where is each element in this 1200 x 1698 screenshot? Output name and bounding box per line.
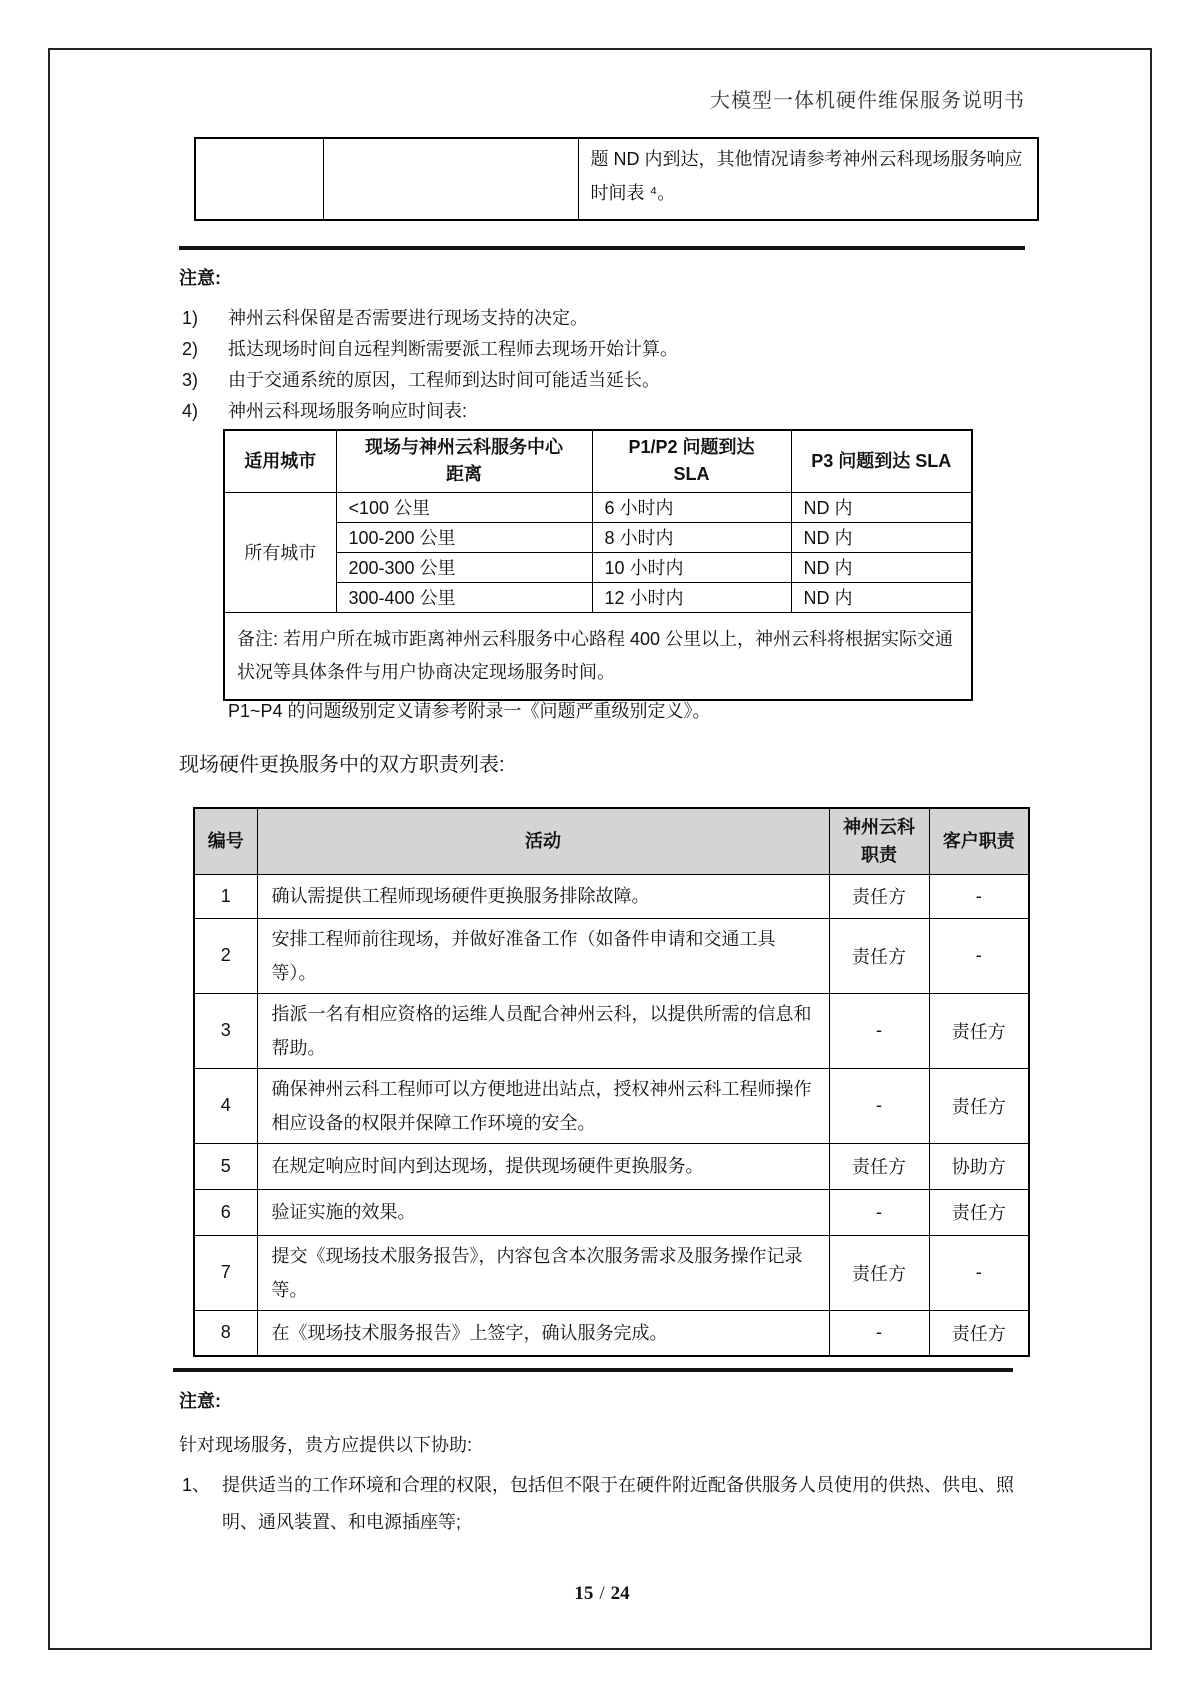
sla-table-remark-row bbox=[224, 612, 972, 700]
continuation-cell-empty-1 bbox=[195, 138, 323, 220]
note-item-marker: 4) bbox=[182, 401, 199, 421]
sla-table-row bbox=[224, 522, 972, 552]
sla-header-distance: 现场与神州云科服务中心距离 bbox=[336, 430, 592, 492]
section-heading: 现场硬件更换服务中的双方职责列表: bbox=[179, 754, 505, 776]
continuation-cell-note: 题 ND 内到达，其他情况请参考神州云科现场服务响应时间表 ⁴。 bbox=[578, 138, 1038, 220]
resp-dc-cell: 责任方 bbox=[829, 1235, 929, 1310]
resp-no-cell: 4 bbox=[194, 1068, 257, 1143]
sla-p3-cell: ND 内 bbox=[791, 552, 972, 582]
sla-header-p1p2: P1/P2 问题到达 SLA bbox=[592, 430, 791, 492]
sla-table-row bbox=[224, 582, 972, 612]
page-header-title: 大模型一体机硬件维保服务说明书 bbox=[710, 90, 1025, 112]
resp-activity-cell: 验证实施的效果。 bbox=[257, 1189, 829, 1235]
sla-table-row bbox=[224, 492, 972, 522]
resp-dc-cell: 责任方 bbox=[829, 918, 929, 993]
page-footer bbox=[179, 1583, 1025, 1605]
note-item-marker: 2) bbox=[182, 339, 199, 359]
resp-header-activity: 活动 bbox=[257, 808, 829, 874]
notes-top-list bbox=[182, 303, 1027, 427]
notes-top-title: 注意: bbox=[179, 268, 221, 288]
resp-customer-cell: 责任方 bbox=[929, 993, 1029, 1068]
resp-no-cell: 7 bbox=[194, 1235, 257, 1310]
resp-table-row bbox=[194, 1068, 1029, 1143]
notes-bottom-title: 注意: bbox=[179, 1391, 221, 1411]
resp-activity-cell: 在《现场技术服务报告》上签字，确认服务完成。 bbox=[257, 1310, 829, 1356]
sla-response-time-table bbox=[223, 429, 973, 701]
resp-no-cell: 5 bbox=[194, 1143, 257, 1189]
continuation-table bbox=[194, 137, 1039, 221]
resp-customer-cell: 责任方 bbox=[929, 1189, 1029, 1235]
continuation-cell-empty-2 bbox=[323, 138, 578, 220]
resp-table-row bbox=[194, 918, 1029, 993]
note-item-marker: 3) bbox=[182, 370, 199, 390]
sla-p3-cell: ND 内 bbox=[791, 522, 972, 552]
resp-activity-cell: 提交《现场技术服务报告》，内容包含本次服务需求及服务操作记录等。 bbox=[257, 1235, 829, 1310]
sla-city-cell: 所有城市 bbox=[224, 492, 336, 612]
resp-activity-cell: 确保神州云科工程师可以方便地进出站点，授权神州云科工程师操作相应设备的权限并保障工作环境的安全。 bbox=[257, 1068, 829, 1143]
resp-customer-cell: - bbox=[929, 918, 1029, 993]
sla-p1p2-cell: 6 小时内 bbox=[592, 492, 791, 522]
resp-header-customer: 客户职责 bbox=[929, 808, 1029, 874]
note-item-text: 由于交通系统的原因，工程师到达时间可能适当延长。 bbox=[228, 370, 660, 390]
note-item bbox=[182, 396, 1027, 427]
page-number-current: 15 bbox=[574, 1583, 594, 1604]
sla-p3-cell: ND 内 bbox=[791, 492, 972, 522]
sla-distance-cell: 100-200 公里 bbox=[336, 522, 592, 552]
sla-table-header-row bbox=[224, 430, 972, 492]
resp-dc-cell: 责任方 bbox=[829, 874, 929, 918]
resp-activity-cell: 安排工程师前往现场，并做好准备工作（如备件申请和交通工具等）。 bbox=[257, 918, 829, 993]
note-item bbox=[182, 303, 1027, 334]
resp-customer-cell: 协助方 bbox=[929, 1143, 1029, 1189]
sla-header-city: 适用城市 bbox=[224, 430, 336, 492]
resp-customer-cell: - bbox=[929, 1235, 1029, 1310]
assist-item-marker: 1、 bbox=[182, 1475, 211, 1495]
page-number-separator: / bbox=[599, 1583, 605, 1604]
resp-dc-cell: - bbox=[829, 993, 929, 1068]
resp-no-cell: 8 bbox=[194, 1310, 257, 1356]
resp-activity-cell: 指派一名有相应资格的运维人员配合神州云科，以提供所需的信息和帮助。 bbox=[257, 993, 829, 1068]
resp-table-header-row bbox=[194, 808, 1029, 874]
resp-customer-cell: 责任方 bbox=[929, 1310, 1029, 1356]
sla-p1p2-cell: 10 小时内 bbox=[592, 552, 791, 582]
sla-p1p2-cell: 12 小时内 bbox=[592, 582, 791, 612]
page-number-total: 24 bbox=[610, 1583, 630, 1604]
resp-table-row bbox=[194, 1235, 1029, 1310]
resp-header-no: 编号 bbox=[194, 808, 257, 874]
sla-p3-cell: ND 内 bbox=[791, 582, 972, 612]
continuation-table-row bbox=[195, 138, 1038, 220]
sla-distance-cell: <100 公里 bbox=[336, 492, 592, 522]
responsibilities-table bbox=[193, 807, 1030, 1357]
resp-table-row bbox=[194, 1310, 1029, 1356]
section-divider-rule-top bbox=[179, 246, 1025, 250]
resp-activity-cell: 在规定响应时间内到达现场，提供现场硬件更换服务。 bbox=[257, 1143, 829, 1189]
sla-header-p3: P3 问题到达 SLA bbox=[791, 430, 972, 492]
sla-distance-cell: 300-400 公里 bbox=[336, 582, 592, 612]
assist-list-item bbox=[182, 1467, 1014, 1541]
resp-no-cell: 2 bbox=[194, 918, 257, 993]
resp-table-row bbox=[194, 1143, 1029, 1189]
resp-dc-cell: 责任方 bbox=[829, 1143, 929, 1189]
resp-no-cell: 3 bbox=[194, 993, 257, 1068]
problem-level-note: P1~P4 的问题级别定义请参考附录一《问题严重级别定义》。 bbox=[228, 701, 711, 721]
resp-table-row bbox=[194, 1189, 1029, 1235]
assist-intro-text: 针对现场服务，贵方应提供以下协助: bbox=[179, 1435, 472, 1455]
sla-table-row bbox=[224, 552, 972, 582]
sla-remark-cell: 备注: 若用户所在城市距离神州云科服务中心路程 400 公里以上，神州云科将根据实际交通状况等具体条件与用户协商决定现场服务时间。 bbox=[224, 612, 972, 700]
resp-table-row bbox=[194, 993, 1029, 1068]
resp-customer-cell: 责任方 bbox=[929, 1068, 1029, 1143]
resp-no-cell: 1 bbox=[194, 874, 257, 918]
resp-dc-cell: - bbox=[829, 1068, 929, 1143]
resp-dc-cell: - bbox=[829, 1310, 929, 1356]
note-item bbox=[182, 365, 1027, 396]
note-item-marker: 1) bbox=[182, 308, 199, 328]
resp-activity-cell: 确认需提供工程师现场硬件更换服务排除故障。 bbox=[257, 874, 829, 918]
resp-table-row bbox=[194, 874, 1029, 918]
assist-item-text: 提供适当的工作环境和合理的权限，包括但不限于在硬件附近配备供服务人员使用的供热、供电、照明、通风装置、和电源插座等; bbox=[222, 1475, 1014, 1532]
sla-p1p2-cell: 8 小时内 bbox=[592, 522, 791, 552]
resp-no-cell: 6 bbox=[194, 1189, 257, 1235]
note-item-text: 抵达现场时间自远程判断需要派工程师去现场开始计算。 bbox=[228, 339, 678, 359]
resp-dc-cell: - bbox=[829, 1189, 929, 1235]
note-item-text: 神州云科现场服务响应时间表: bbox=[228, 401, 467, 421]
resp-header-dc: 神州云科职责 bbox=[829, 808, 929, 874]
section-divider-rule-bottom bbox=[173, 1368, 1013, 1372]
note-item bbox=[182, 334, 1027, 365]
note-item-text: 神州云科保留是否需要进行现场支持的决定。 bbox=[228, 308, 588, 328]
sla-distance-cell: 200-300 公里 bbox=[336, 552, 592, 582]
resp-customer-cell: - bbox=[929, 874, 1029, 918]
